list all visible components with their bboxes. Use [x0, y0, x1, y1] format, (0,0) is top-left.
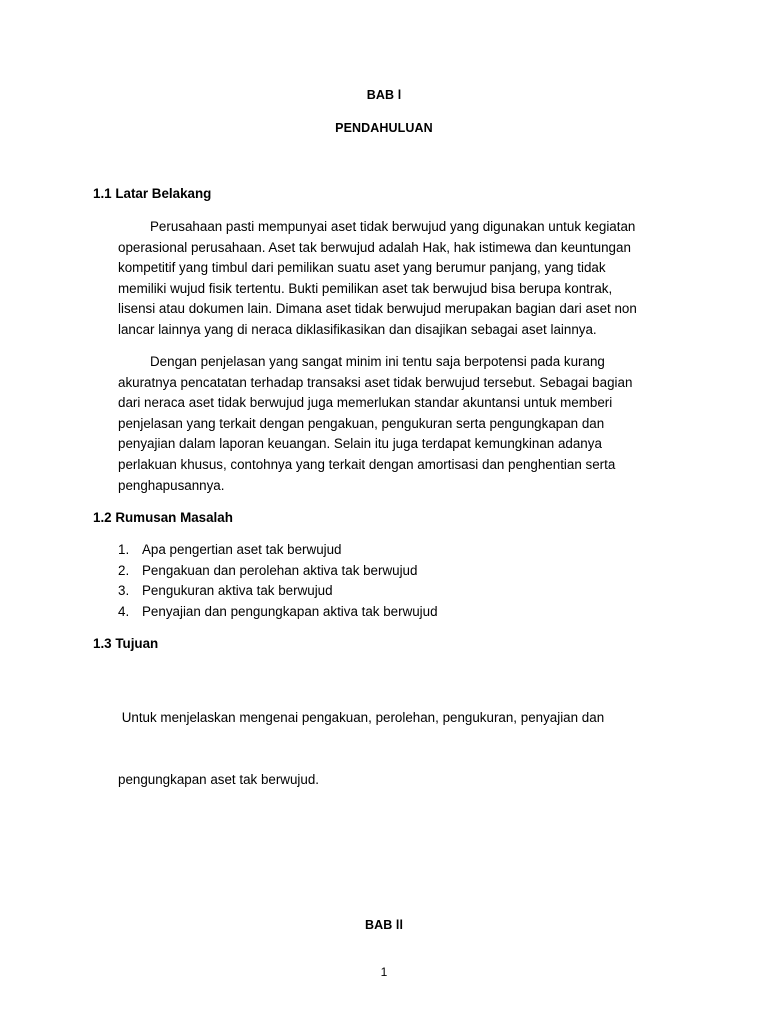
paragraph-line: lancar lainnya yang di neraca diklasifikasikan dan disajikan sebagai aset lainnya.	[118, 321, 597, 337]
list-item-text: Pengukuran aktiva tak berwujud	[142, 583, 333, 599]
list-item-number: 1.	[118, 542, 130, 557]
list-item	[118, 561, 438, 582]
paragraph-line: dari neraca aset tidak berwujud juga memerlukan standar akuntansi untuk memberi	[118, 395, 613, 411]
paragraph-line: pengungkapan aset tak berwujud.	[118, 771, 320, 787]
paragraph-line: operasional perusahaan. Aset tak berwujud adalah Hak, hak istimewa dan keuntungan	[118, 239, 631, 255]
list-item	[118, 540, 438, 561]
list-item-number: 2.	[118, 562, 130, 578]
list-item-number: 3.	[118, 583, 130, 599]
paragraph-line: Untuk menjelaskan mengenai pengakuan, perolehan, pengukuran, penyajian dan	[118, 710, 605, 726]
list-item-text: Penyajian dan pengungkapan aktiva tak berwujud	[142, 603, 438, 619]
problem-list	[118, 540, 438, 622]
list-item	[118, 581, 438, 602]
paragraph-line: kompetitif yang timbul dari pemilikan suatu aset yang berumur panjang, yang tidak	[118, 260, 606, 276]
paragraph-line: memiliki wujud fisik tertentu. Bukti pemilikan aset tak berwujud bisa berupa kontrak,	[118, 280, 613, 296]
paragraph-line: lisensi atau dokumen lain. Dimana aset tidak berwujud merupakan bagian dari aset non	[118, 301, 637, 317]
next-chapter-title: BAB ll	[364, 918, 404, 932]
section-heading-purpose: 1.3 Tujuan	[93, 636, 159, 651]
purpose-paragraph	[118, 667, 678, 832]
section-heading-background: 1.1 Latar Belakang	[93, 186, 212, 201]
list-item	[118, 602, 438, 623]
background-paragraph-2	[118, 352, 678, 496]
list-item-text: Apa pengertian aset tak berwujud	[142, 542, 342, 557]
page-number: 1	[380, 965, 388, 979]
paragraph-line: penjelasan yang terkait dengan pengakuan, pengukuran serta pengungkapan dan	[118, 415, 605, 431]
chapter-subtitle: PENDAHULUAN	[335, 121, 433, 135]
paragraph-line: akuratnya pencatatan terhadap transaksi aset tidak berwujud tersebut. Sebagai bagian	[118, 374, 633, 390]
paragraph-line: penghapusannya.	[118, 477, 225, 493]
list-item-text: Pengakuan dan perolehan aktiva tak berwujud	[142, 562, 418, 578]
background-paragraph-1	[118, 217, 678, 341]
chapter-title: BAB l	[366, 88, 402, 102]
paragraph-line: Dengan penjelasan yang sangat minim ini tentu saja berpotensi pada kurang	[150, 354, 605, 369]
section-heading-problem: 1.2 Rumusan Masalah	[93, 510, 233, 525]
paragraph-line: perlakuan khusus, contohnya yang terkait dengan amortisasi dan penghentian serta	[118, 456, 616, 472]
list-item-number: 4.	[118, 603, 130, 619]
paragraph-line: Perusahaan pasti mempunyai aset tidak berwujud yang digunakan untuk kegiatan	[150, 219, 636, 234]
paragraph-line: penyajian dalam laporan keuangan. Selain itu juga terdapat kemungkinan adanya	[118, 436, 602, 452]
